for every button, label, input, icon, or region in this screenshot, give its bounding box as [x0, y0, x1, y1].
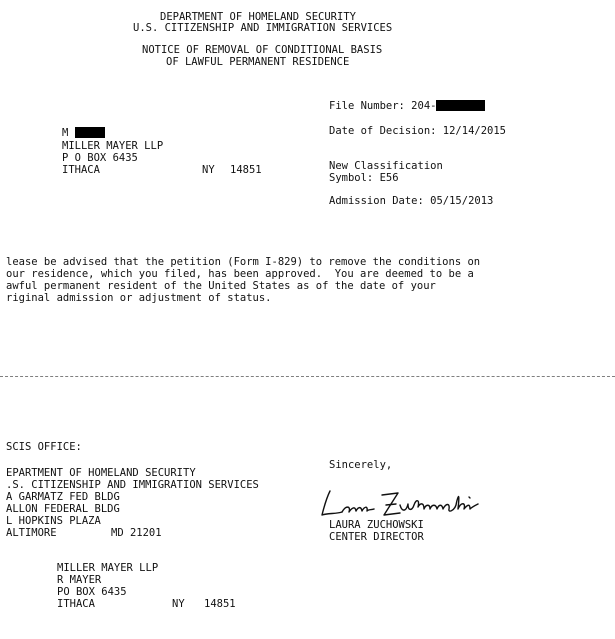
- office-line-5: L HOPKINS PLAZA: [6, 515, 101, 527]
- recipient-po-box: P O BOX 6435: [62, 152, 138, 164]
- recipient-city: ITHACA: [62, 164, 100, 176]
- office-line-4: ALLON FEDERAL BLDG: [6, 503, 120, 515]
- recipient-zip: 14851: [230, 164, 262, 176]
- mailing-attn: R MAYER: [57, 574, 102, 586]
- file-number: [329, 100, 485, 112]
- classification-symbol: Symbol: E56: [329, 172, 399, 184]
- recipient-state: NY: [202, 164, 215, 176]
- mailing-zip: 14851: [204, 598, 236, 610]
- file-number-label: File Number: 204-: [329, 100, 437, 112]
- notice-title-line1: NOTICE OF REMOVAL OF CONDITIONAL BASIS: [142, 44, 383, 56]
- admission-date: Admission Date: 05/15/2013: [329, 195, 494, 207]
- header-department: DEPARTMENT OF HOMELAND SECURITY: [160, 11, 356, 23]
- notice-title-line2: OF LAWFUL PERMANENT RESIDENCE: [166, 56, 350, 68]
- body-line-2: our residence, which you filed, has been approved. You are deemed to be a: [6, 268, 474, 280]
- recipient-firm: MILLER MAYER LLP: [62, 140, 164, 152]
- redaction-bar: [75, 127, 105, 138]
- mailing-po-box: PO BOX 6435: [57, 586, 127, 598]
- mailing-state: NY: [172, 598, 185, 610]
- body-line-4: riginal admission or adjustment of status.: [6, 292, 272, 304]
- header-agency: U.S. CITIZENSHIP AND IMMIGRATION SERVICES: [133, 22, 393, 34]
- new-classification-label: New Classification: [329, 160, 443, 172]
- closing-sincerely: Sincerely,: [329, 459, 393, 471]
- signer-title: CENTER DIRECTOR: [329, 531, 424, 543]
- office-line-1: EPARTMENT OF HOMELAND SECURITY: [6, 467, 196, 479]
- decision-date: Date of Decision: 12/14/2015: [329, 125, 507, 137]
- redaction-bar: [436, 100, 485, 111]
- office-line-3: A GARMATZ FED BLDG: [6, 491, 120, 503]
- office-line-2: .S. CITIZENSHIP AND IMMIGRATION SERVICES: [6, 479, 259, 491]
- recipient-initial: M: [62, 127, 69, 139]
- body-line-3: awful permanent resident of the United States as of the date of your: [6, 280, 436, 292]
- body-line-1: lease be advised that the petition (Form I-829) to remove the conditions on: [6, 256, 481, 268]
- recipient-name: [62, 127, 105, 139]
- office-line-6: ALTIMORE: [6, 527, 57, 539]
- office-state-zip: MD 21201: [111, 527, 162, 539]
- mailing-city: ITHACA: [57, 598, 95, 610]
- tear-off-divider: [0, 376, 615, 377]
- mailing-firm: MILLER MAYER LLP: [57, 562, 159, 574]
- signer-name: LAURA ZUCHOWSKI: [329, 519, 424, 531]
- office-heading: SCIS OFFICE:: [6, 441, 82, 453]
